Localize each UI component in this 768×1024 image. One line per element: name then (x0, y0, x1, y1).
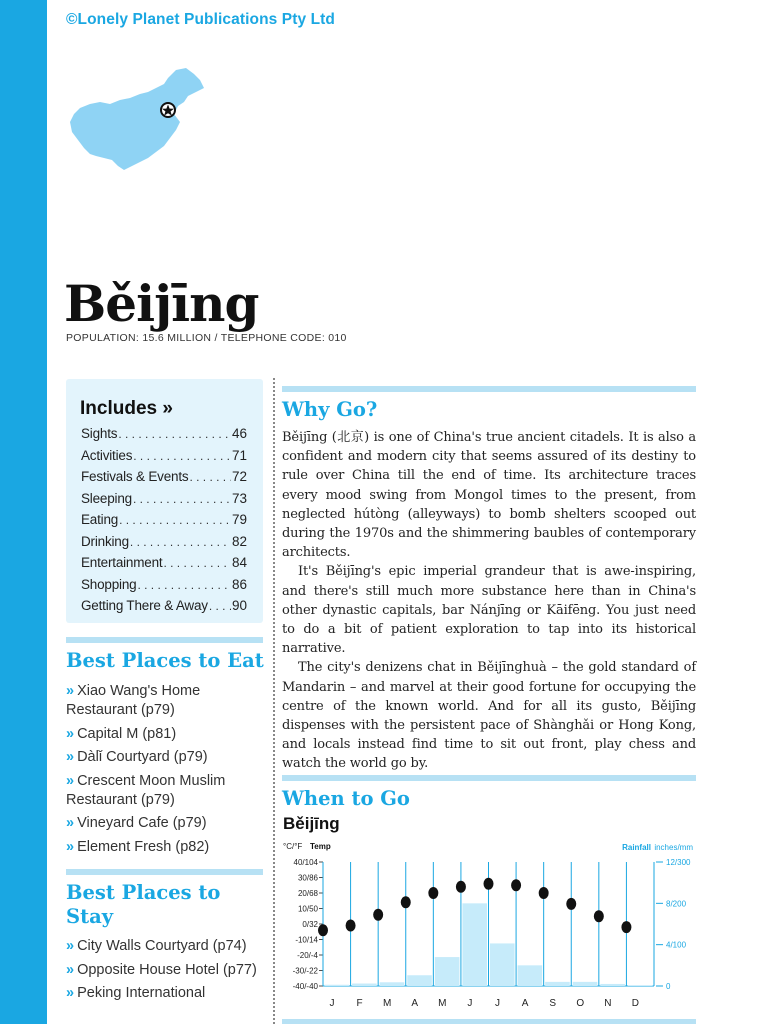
temp-tick-label: 0/32 (302, 920, 318, 929)
city-title: Běijīng (64, 274, 259, 333)
body-paragraph: The city's denizens chat in Běijīnghuà – the gold standard of Mandarin – and marvel at their good fortune for occupying the centre of the known world. And for all its gusto, Běijīng dispenses with the persistent pace of Shànghǎi or Hong Kong, and locals instead find time to sit out front, play chess and watch the world go by. (282, 660, 696, 772)
rainfall-bar (545, 982, 570, 986)
includes-item[interactable] (81, 534, 247, 556)
place-item[interactable] (66, 961, 266, 980)
month-label: O (576, 998, 585, 1009)
best-stay-heading: Best Places to Stay (66, 881, 221, 928)
temp-dot (484, 878, 494, 890)
chevron-right-icon: » (66, 749, 75, 765)
place-item-label: Crescent Moon Muslim Restaurant (p79) (66, 772, 226, 808)
china-shape (70, 68, 204, 170)
temp-axis-label: °C/°F (283, 842, 303, 851)
climate-chart (280, 838, 696, 1010)
rainfall-bar (462, 903, 487, 986)
temp-dot (373, 909, 383, 921)
chevron-right-icon: » (66, 961, 75, 978)
rain-axis-unit: inches/mm (654, 843, 693, 852)
section-rule (282, 386, 696, 392)
temp-dot (318, 924, 328, 936)
includes-item-page: 79 (231, 512, 247, 527)
rain-tick-label: 12/300 (666, 858, 691, 867)
temp-tick-label: -40/-40 (292, 982, 318, 991)
month-label: A (411, 998, 419, 1009)
includes-item-label: Drinking (81, 533, 129, 549)
leader-dots (118, 427, 231, 441)
temp-dot (401, 896, 411, 908)
includes-item[interactable] (81, 555, 247, 577)
place-item[interactable] (66, 748, 266, 767)
rainfall-bar (600, 984, 625, 986)
why-go-heading: Why Go? (282, 398, 378, 421)
temp-dot (566, 898, 576, 910)
place-item-label: City Walls Courtyard (p74) (77, 938, 247, 954)
month-label: D (631, 998, 640, 1009)
temp-dot (594, 910, 604, 922)
includes-item-label: Entertainment (81, 555, 163, 570)
includes-item[interactable] (81, 491, 247, 513)
place-item-label: Opposite House Hotel (p77) (77, 961, 257, 978)
includes-item[interactable] (81, 448, 247, 470)
temp-dot (621, 921, 631, 933)
includes-item-page: 46 (231, 426, 247, 441)
temp-dot (346, 920, 356, 932)
when-to-go-heading: When to Go (282, 787, 410, 810)
body-paragraph: It's Běijīng's epic imperial grandeur that is awe-inspiring, and there's still much more substance here than in China's other dynastic capitals, bar Nánjīng or Kāifēng. You just need to do a bit of patient exploration to tap into its historical narrative. (282, 564, 696, 657)
temp-dot (428, 887, 438, 899)
section-rule (282, 775, 696, 781)
rainfall-bar (325, 985, 350, 986)
includes-item-page: 84 (231, 555, 247, 570)
place-item-label: Xiao Wang's Home Restaurant (p79) (66, 683, 201, 718)
month-label: S (549, 998, 557, 1009)
temp-tick-label: -30/-22 (292, 966, 318, 976)
temp-dot (456, 881, 466, 893)
includes-item-page: 86 (231, 576, 247, 592)
includes-item[interactable] (81, 426, 247, 448)
chevron-right-icon: » (66, 725, 75, 742)
place-item[interactable] (66, 838, 266, 857)
chart-title: Běijīng (283, 814, 340, 833)
rainfall-bar (518, 965, 543, 986)
month-label: J (329, 998, 335, 1009)
includes-item-label: Festivals & Events (81, 469, 189, 484)
rainfall-bar (380, 982, 405, 986)
rainfall-bar (628, 985, 653, 986)
includes-item[interactable] (81, 577, 247, 599)
place-item-label: Dàlǐ Courtyard (p79) (77, 749, 208, 765)
chevron-right-icon: » (66, 772, 75, 789)
includes-item-label: Sights (81, 426, 118, 441)
leader-dots (189, 470, 231, 484)
rain-tick-label: 4/100 (666, 940, 687, 950)
chevron-right-icon: » (162, 398, 173, 419)
temp-tick-label: 40/104 (293, 858, 318, 867)
place-item[interactable] (66, 984, 266, 1003)
temp-tick-label: -10/14 (295, 935, 318, 945)
side-color-bar (0, 0, 47, 1024)
includes-list (81, 426, 247, 620)
best-eat-list (66, 682, 266, 861)
leader-dots (163, 556, 231, 570)
body-paragraph: Běijīng (北京) is one of China's true ancient citadels. It is also a confident and modern city that seems assured of its destiny to rule over China till the end of time. Its architecture traces every mood swing from Mongol times to the present, from neglected hútòng (alleyways) to bomb shelters scooped out during the 1970s and the shimmering baubles of contemporary architects. (282, 430, 696, 561)
temp-tick-label: 10/50 (297, 904, 318, 914)
chevron-right-icon: » (66, 985, 75, 1001)
place-item[interactable] (66, 682, 266, 720)
city-meta: POPULATION: 15.6 MILLION / TELEPHONE CODE: 010 (66, 332, 347, 344)
place-item[interactable] (66, 937, 266, 956)
leader-dots (130, 535, 231, 549)
includes-item-page: 73 (231, 490, 247, 506)
month-label: F (356, 998, 363, 1009)
temp-dot (511, 879, 521, 891)
rainfall-bar (435, 957, 460, 986)
includes-item-label: Getting There & Away (81, 598, 208, 613)
rain-tick-label: 8/200 (666, 899, 687, 909)
leader-dots (209, 599, 231, 613)
column-divider (273, 378, 275, 1024)
publisher-credit: ©Lonely Planet Publications Pty Ltd (66, 11, 335, 28)
best-stay-list (66, 937, 266, 1008)
includes-item-label: Sleeping (81, 490, 132, 506)
place-item-label: Vineyard Cafe (p79) (77, 815, 207, 831)
chevron-right-icon: » (66, 683, 75, 699)
includes-title-text: Includes (80, 398, 158, 419)
includes-item[interactable] (81, 469, 247, 491)
chevron-right-icon: » (66, 815, 75, 831)
includes-title (80, 398, 173, 420)
month-label: J (495, 998, 500, 1009)
includes-item-label: Eating (81, 512, 119, 527)
chevron-right-icon: » (66, 838, 75, 855)
includes-item-label: Activities (81, 447, 133, 463)
month-label: A (521, 998, 529, 1009)
includes-box (66, 379, 263, 623)
rainfall-bar (573, 982, 598, 986)
rainfall-bar (490, 943, 515, 986)
rain-tick-label: 0 (666, 982, 671, 991)
section-rule (66, 637, 263, 643)
bottom-rule (282, 1019, 696, 1024)
place-item[interactable] (66, 725, 266, 744)
why-go-body (282, 428, 696, 774)
section-rule (66, 869, 263, 875)
place-item[interactable] (66, 772, 266, 810)
place-item-label: Element Fresh (p82) (77, 838, 210, 855)
leader-dots (137, 578, 231, 592)
place-item-label: Peking International (77, 985, 206, 1001)
includes-item-label: Shopping (81, 576, 137, 592)
includes-item-page: 71 (231, 447, 247, 463)
includes-item-page: 82 (231, 533, 247, 549)
month-label: J (467, 998, 473, 1009)
month-label: N (604, 998, 612, 1009)
chevron-right-icon: » (66, 938, 75, 954)
temp-tick-label: -20/-4 (297, 951, 318, 960)
month-label: M (382, 998, 392, 1009)
month-label: M (438, 998, 447, 1009)
includes-item[interactable] (81, 512, 247, 534)
includes-item-page: 90 (231, 598, 247, 613)
leader-dots (133, 492, 231, 506)
rain-axis-label: Rainfall (622, 843, 651, 852)
temp-tick-label: 20/68 (297, 889, 318, 898)
rainfall-bar (352, 984, 377, 986)
temp-dot (539, 887, 549, 899)
includes-item-page: 72 (231, 469, 247, 484)
leader-dots (133, 449, 231, 463)
place-item[interactable] (66, 814, 266, 833)
china-map (68, 66, 208, 172)
best-eat-heading: Best Places to Eat (66, 649, 264, 672)
rainfall-bar (407, 975, 432, 986)
temp-series-label: Temp (310, 842, 331, 851)
china-map-icon (68, 66, 208, 172)
place-item-label: Capital M (p81) (77, 725, 177, 742)
leader-dots (119, 513, 231, 527)
temp-tick-label: 30/86 (297, 873, 318, 883)
includes-item[interactable] (81, 598, 247, 620)
